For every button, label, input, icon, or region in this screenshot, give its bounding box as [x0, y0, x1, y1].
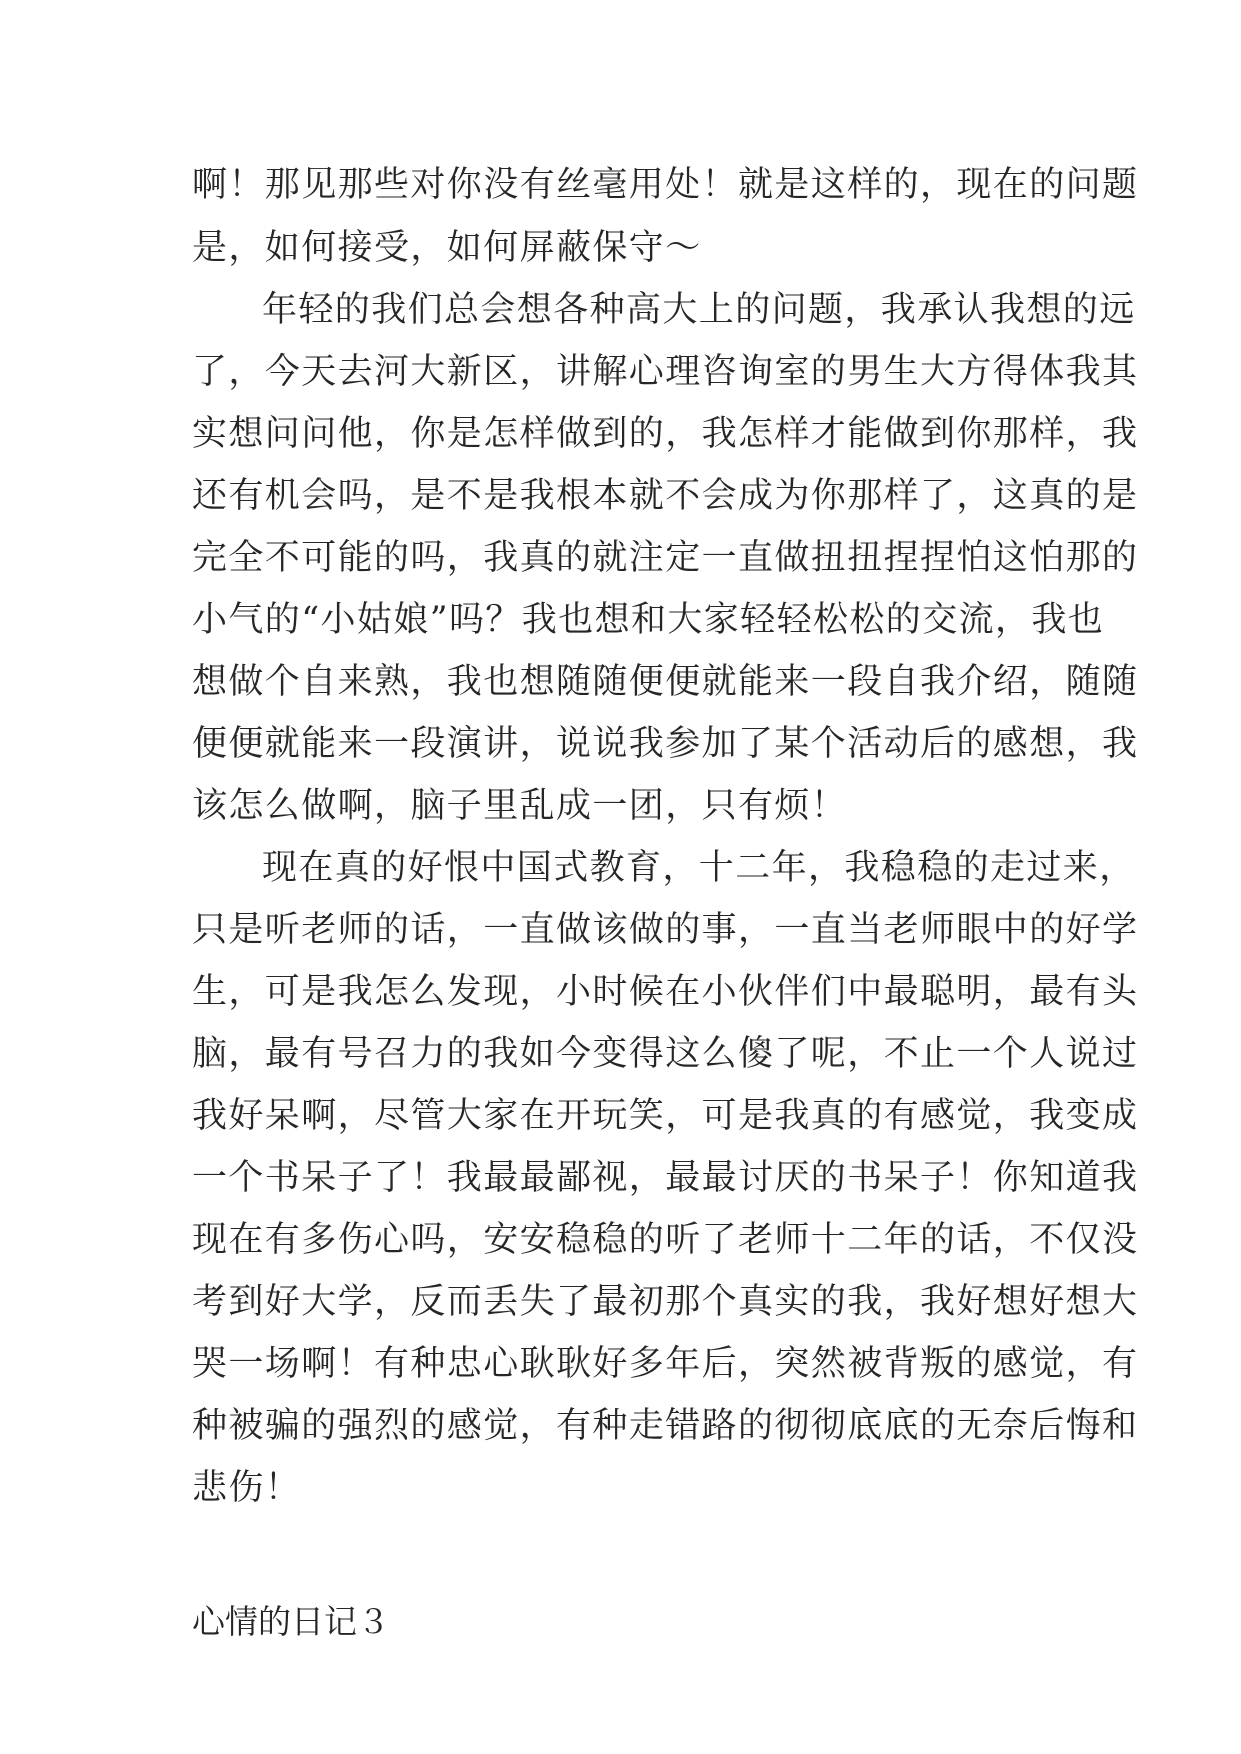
text-line: 生，可是我怎么发现，小时候在小伙伴们中最聪明，最有头 [192, 972, 1139, 1012]
text-line: 年轻的我们总会想各种高大上的问题，我承认我想的远 [262, 290, 1136, 330]
section-heading: 心情的日记３ [192, 1602, 390, 1641]
text-line: 现在有多伤心吗，安安稳稳的听了老师十二年的话，不仅没 [192, 1220, 1139, 1260]
text-line: 种被骗的强烈的感觉，有种走错路的彻彻底底的无奈后悔和 [192, 1406, 1139, 1446]
text-line: 了，今天去河大新区，讲解心理咨询室的男生大方得体我其 [192, 352, 1139, 392]
text-line: 考到好大学，反而丢失了最初那个真实的我，我好想好想大 [192, 1282, 1139, 1322]
text-line: 该怎么做啊，脑子里乱成一团，只有烦！ [192, 786, 848, 826]
text-line: 还有机会吗，是不是我根本就不会成为你那样了，这真的是 [192, 476, 1139, 516]
text-line: 实想问问他，你是怎样做到的，我怎样才能做到你那样，我 [192, 414, 1139, 454]
text-line: 便便就能来一段演讲，说说我参加了某个活动后的感想，我 [192, 724, 1139, 764]
text-line: 悲伤！ [192, 1468, 302, 1508]
text-line: 啊！那见那些对你没有丝毫用处！就是这样的，现在的问题 [192, 165, 1139, 205]
text-line: 一个书呆子了！我最最鄙视，最最讨厌的书呆子！你知道我 [192, 1158, 1139, 1198]
text-line: 我好呆啊，尽管大家在开玩笑，可是我真的有感觉，我变成 [192, 1096, 1139, 1136]
text-line: 小气的“小姑娘”吗？我也想和大家轻轻松松的交流，我也 [192, 600, 1105, 640]
text-line: 现在真的好恨中国式教育，十二年，我稳稳的走过来， [262, 848, 1136, 888]
text-line: 只是听老师的话，一直做该做的事，一直当老师眼中的好学 [192, 910, 1139, 950]
text-line: 完全不可能的吗，我真的就注定一直做扭扭捏捏怕这怕那的 [192, 538, 1139, 578]
text-line: 哭一场啊！有种忠心耿耿好多年后，突然被背叛的感觉，有 [192, 1344, 1139, 1384]
text-line: 想做个自来熟，我也想随随便便就能来一段自我介绍，随随 [192, 662, 1139, 702]
text-line: 脑，最有号召力的我如今变得这么傻了呢，不止一个人说过 [192, 1034, 1139, 1074]
text-line: 是，如何接受，如何屏蔽保守～ [192, 228, 702, 268]
